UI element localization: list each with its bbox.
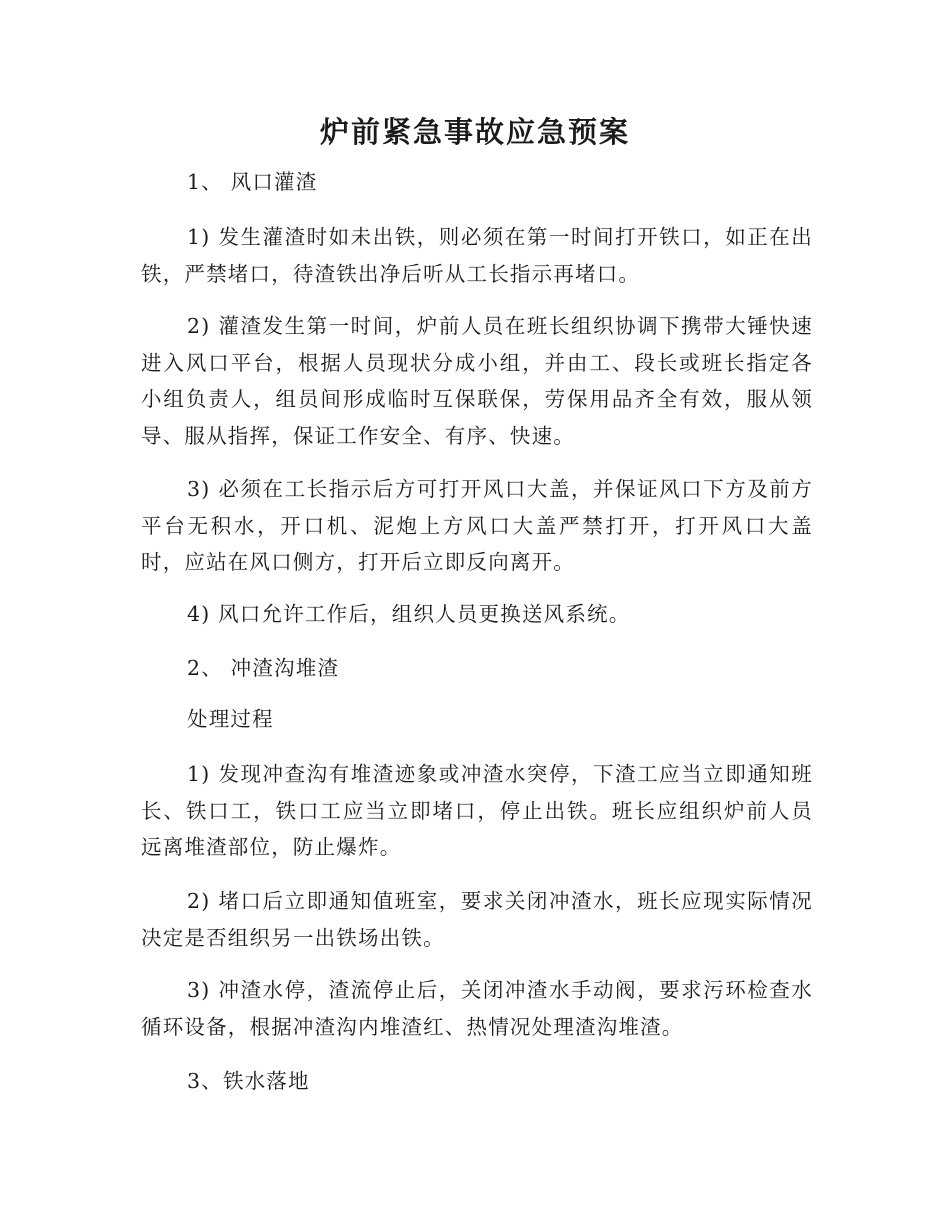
paragraph-2-3: 3) 冲渣水停，渣流停止后，关闭冲渣水手动阀，要求污环检查水循环设备，根据冲渣沟内堆渣红、热情况处理渣沟堆渣。	[141, 978, 813, 1039]
paragraph-1-2: 2) 灌渣发生第一时间，炉前人员在班长组织协调下携带大锤快速进入风口平台，根据人员现状分成小组，并由工、段长或班长指定各小组负责人，组员间形成临时互保联保，劳保用品齐全有效，服从领导、服从指挥，保证工作安全、有序、快速。	[141, 314, 813, 448]
subheading-process: 处理过程	[187, 707, 274, 731]
paragraph-1-1: 1) 发生灌渣时如未出铁，则必须在第一时间打开铁口，如正在出铁，严禁堵口，待渣铁出净后听从工长指示再堵口。	[141, 225, 813, 286]
paragraph-1-3: 3) 必须在工长指示后方可打开风口大盖，并保证风口下方及前方平台无积水，开口机、泥炮上方风口大盖严禁打开，打开风口大盖时，应站在风口侧方，打开后立即反向离开。	[141, 477, 813, 574]
paragraph-1-4: 4) 风口允许工作后，组织人员更换送风系统。	[187, 602, 631, 626]
paragraph-2-2: 2) 堵口后立即通知值班室，要求关闭冲渣水，班长应现实际情况决定是否组织另一出铁场出铁。	[141, 889, 813, 950]
section-heading-1: 1、 风口灌渣	[187, 170, 318, 194]
section-heading-3: 3、铁水落地	[187, 1069, 310, 1093]
section-heading-2: 2、 冲渣沟堆渣	[187, 656, 340, 680]
paragraph-2-1: 1) 发现冲查沟有堆渣迹象或冲渣水突停，下渣工应当立即通知班长、铁口工，铁口工应当立即堵口，停止出铁。班长应组织炉前人员远离堆渣部位，防止爆炸。	[141, 762, 813, 859]
document-title: 炉前紧急事故应急预案	[319, 115, 630, 149]
